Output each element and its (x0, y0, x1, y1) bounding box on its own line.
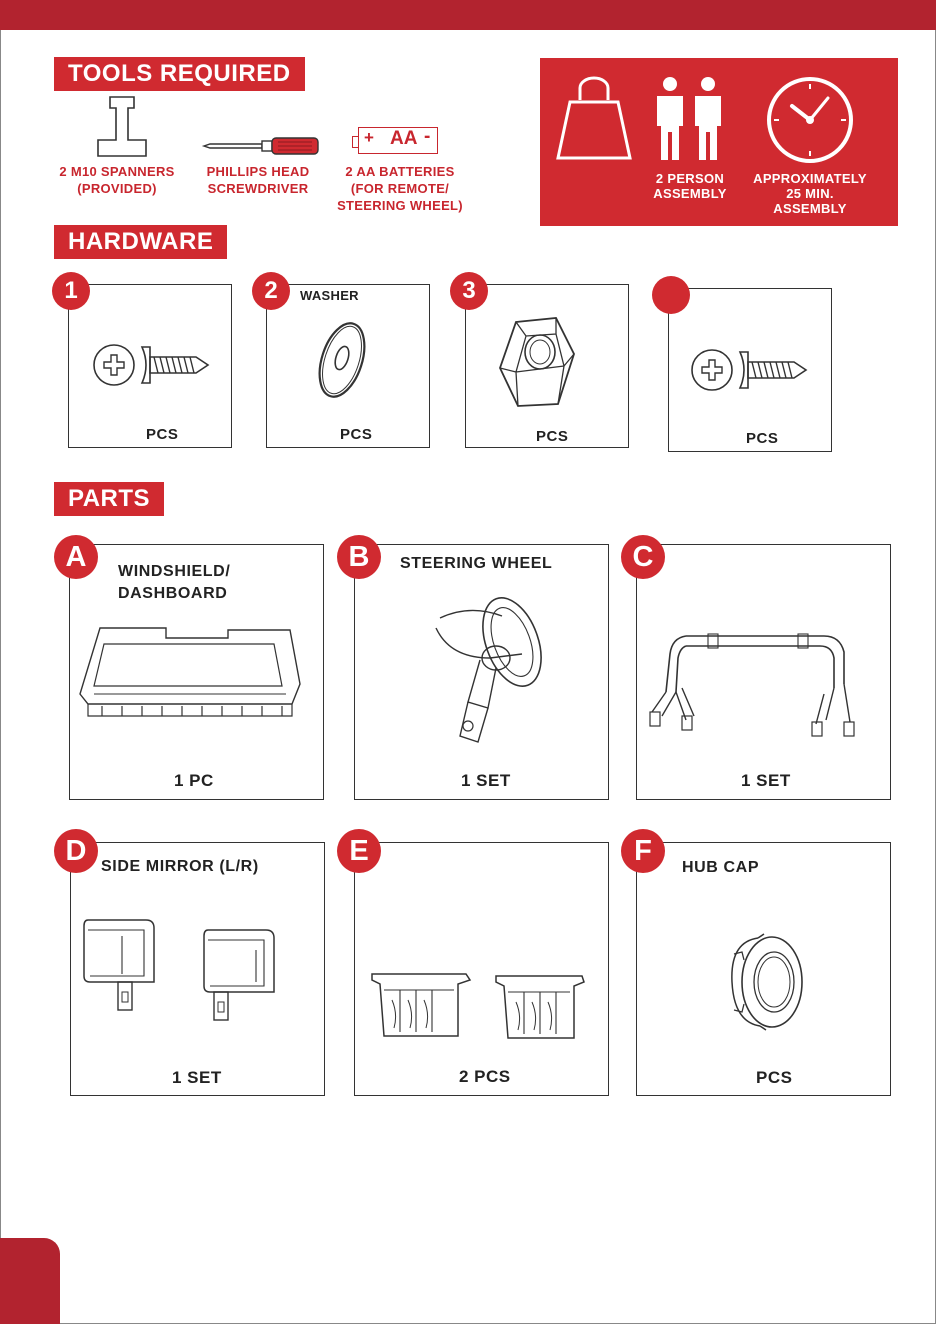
steering-wheel-icon (430, 598, 560, 746)
hex-nut-icon (498, 316, 576, 408)
part-qty-d: 1 SET (172, 1068, 222, 1087)
assembly-time-label: APPROXIMATELY 25 MIN. ASSEMBLY (753, 171, 867, 216)
part-name-d: SIDE MIRROR (L/R) (101, 858, 259, 875)
side-mirror-left-icon (82, 916, 158, 1016)
hardware-number-1: 1 (52, 272, 90, 310)
part-qty-f: PCS (756, 1068, 793, 1087)
screw-icon (690, 348, 808, 392)
page-corner-tab (0, 1238, 60, 1324)
page-border-left (0, 30, 1, 1324)
part-letter-d: D (54, 829, 98, 873)
part-qty-c: 1 SET (741, 771, 791, 790)
hardware-number-3: 3 (450, 272, 488, 310)
bracket-right-icon (494, 972, 586, 1042)
part-letter-a: A (54, 535, 98, 579)
hub-cap-icon (728, 932, 804, 1032)
part-qty-b: 1 SET (461, 771, 511, 790)
two-person-icon (652, 76, 726, 162)
part-letter-c: C (621, 535, 665, 579)
part-qty-a: 1 PC (174, 771, 214, 790)
battery-label: AA (390, 128, 418, 149)
clock-icon (766, 76, 854, 164)
battery-minus: - (424, 126, 431, 147)
hardware-name-2: WASHER (300, 288, 359, 303)
weight-icon (556, 78, 632, 160)
hardware-number-2: 2 (252, 272, 290, 310)
person-assembly-label: 2 PERSON ASSEMBLY (653, 171, 727, 201)
part-name-f: HUB CAP (682, 859, 760, 876)
tool-label-batteries: 2 AA BATTERIES (FOR REMOTE/ STEERING WHEEL) (337, 164, 463, 213)
spanner-icon (96, 96, 148, 158)
tools-heading: TOOLS REQUIRED (54, 57, 305, 91)
part-letter-e: E (337, 829, 381, 873)
washer-icon (314, 318, 370, 402)
hardware-qty-3: PCS (536, 428, 569, 445)
hardware-qty-4: PCS (746, 430, 779, 447)
hardware-qty-1: PCS (146, 426, 179, 443)
roll-bar-icon (648, 628, 860, 744)
tool-label-screwdriver: PHILLIPS HEAD SCREWDRIVER (206, 164, 310, 196)
part-name-b: STEERING WHEEL (400, 555, 553, 572)
hardware-number-4 (652, 276, 690, 314)
screw-icon (92, 343, 210, 387)
assembly-info-box (540, 58, 898, 226)
side-mirror-right-icon (202, 926, 278, 1024)
hardware-qty-2: PCS (340, 426, 373, 443)
parts-heading: PARTS (54, 482, 164, 516)
battery-icon (352, 127, 438, 155)
bracket-left-icon (370, 970, 472, 1040)
part-box-e (354, 842, 609, 1096)
part-qty-e: 2 PCS (459, 1067, 511, 1086)
hardware-heading: HARDWARE (54, 225, 227, 259)
part-letter-b: B (337, 535, 381, 579)
windshield-dashboard-icon (78, 624, 308, 720)
battery-plus: + (364, 128, 374, 147)
top-bar (0, 0, 936, 30)
screwdriver-icon (202, 136, 320, 156)
part-letter-f: F (621, 829, 665, 873)
tool-label-spanners: 2 M10 SPANNERS (PROVIDED) (59, 164, 175, 196)
part-name-a: WINDSHIELD/ DASHBOARD (118, 563, 231, 602)
